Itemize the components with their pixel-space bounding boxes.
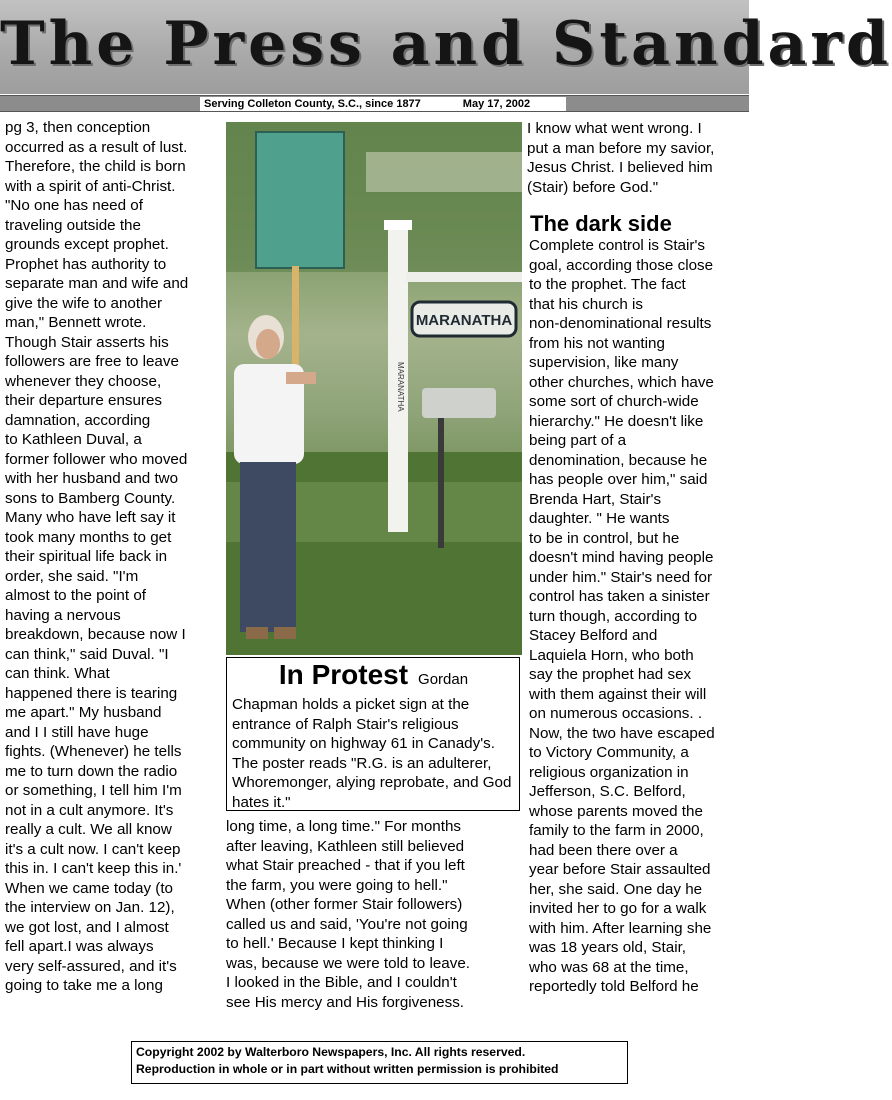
section-subhead: The dark side: [530, 211, 672, 236]
street-sign-text: MARANATHA: [415, 312, 513, 329]
article-column-right-top: I know what went wrong. I put a man before my savior, Jesus Christ. I believed him (Stair) before God.": [527, 120, 715, 196]
tagline-serving: Serving Colleton County, S.C., since 1877: [204, 98, 421, 110]
issue-date: May 17, 2002: [462, 98, 531, 110]
caption-credit: Gordan: [418, 671, 469, 688]
newspaper-title: The Press and Standard: [0, 9, 892, 79]
post-text: MARANATHA: [396, 362, 405, 412]
tagline: [200, 97, 566, 111]
article-column-left: pg 3, then conception occurred as a result of lust. Therefore, the child is born with a spirit of anti-Christ. "No one has need of traveling outside the grounds except prophet. Prophet has authority to separate man and wife and give the wife to another man," Bennett wrote. Though Stair asserts his followers are free to leave whenever they choose, their departure ensures damnation, according to Kathleen Duval, a former follower who moved with her husband and two sons to Bamberg County. Many who have left say it took many months to get their spiritual life back in order, she said. "I'm almost to the point of having a nervous breakdown, because now I can think," said Duval. "I can think. What happened there is tearing me apart." My husband and I I still have huge fights. (Whenever) he tells me to turn down the radio or something, I tell him I'm not in a cult anymore. It's really a cult. We all know it's a cult now. I can't keep this in. I can't keep this in.' When we came today (to the interview on Jan. 12), we got lost, and I almost fell apart.I was always very self-assured, and it's going to take me a long: [5, 119, 189, 994]
copyright-line: Copyright 2002 by Walterboro Newspapers, Inc. All rights reserved.: [136, 1045, 526, 1059]
protest-photo-illustration: [226, 122, 522, 655]
caption-title: In Protest: [278, 659, 409, 690]
caption-text: Chapman holds a picket sign at the entrance of Ralph Stair's religious community on highway 61 in Canady's. The poster reads "R.G. is an adulterer, Whoremonger, alying reprobate, and God hates it.": [232, 696, 512, 811]
copyright-footer: [131, 1041, 628, 1084]
article-column-right: Complete control is Stair's goal, according those close to the prophet. The fact that his church is non-denominational results from his not wanting supervision, like many other churches, which have some sort of church-wide hierarchy." He doesn't like being part of a denomination, because he has people over him," said Brenda Hart, Stair's daughter. " He wants to be in control, but he doesn't mind having people under him." Stair's need for control has taken a sinister turn though, according to Stacey Belford and Laquiela Horn, who both say the prophet had sex with them against their will on numerous occasions. . Now, the two have escaped to Victory Community, a religious organization in Jefferson, S.C. Belford, whose parents moved the family to the farm in 2000, had been there over a year before Stair assaulted her, she said. One day he invited her to go for a walk with him. After learning she was 18 years old, Stair, who was 68 at the time, reportedly told Belford he: [529, 237, 715, 995]
protest-photo: [226, 122, 522, 655]
caption-title-line: [232, 660, 515, 695]
reproduction-line: Reproduction in whole or in part without written permission is prohibited: [136, 1062, 559, 1076]
masthead: [0, 0, 892, 94]
article-column-middle: long time, a long time." For months after leaving, Kathleen still believed what Stair preached - that if you left the farm, you were going to hell." When (other former Stair followers) called us and said, 'You're not going to hell.' Because I kept thinking I was, because we were told to leave. I looked in the Bible, and I couldn't see His mercy and His forgiveness.: [226, 818, 470, 1011]
photo-caption: [226, 657, 520, 811]
